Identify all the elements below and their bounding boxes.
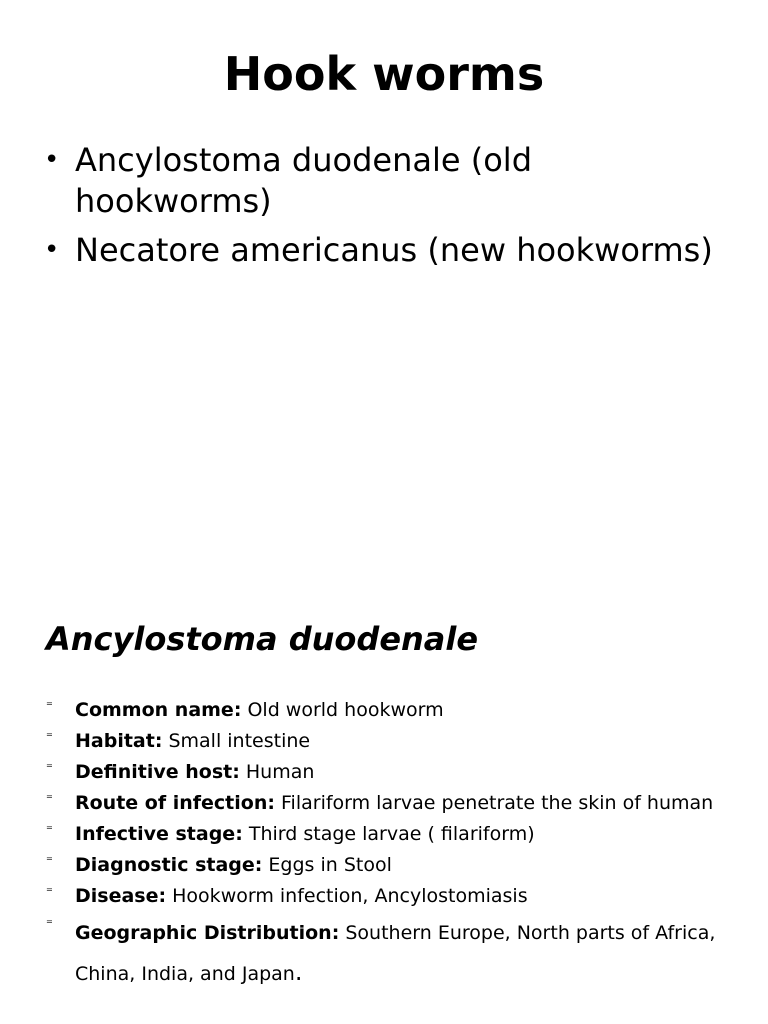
list-marker-icon: ⁼ bbox=[46, 792, 53, 807]
bullet-icon: • bbox=[44, 235, 60, 265]
fact-geographic-distribution bbox=[46, 914, 736, 994]
section-title: Ancylostoma duodenale bbox=[46, 620, 479, 658]
fact-route-of-infection bbox=[46, 790, 736, 816]
list-marker-icon: ⁼ bbox=[46, 761, 53, 776]
fact-value: Small intestine bbox=[162, 730, 311, 752]
fact-common-name bbox=[46, 697, 736, 723]
list-marker-icon: ⁼ bbox=[46, 854, 53, 869]
bullet-icon: • bbox=[44, 145, 60, 175]
fact-definitive-host bbox=[46, 759, 736, 785]
list-marker-icon: ⁼ bbox=[46, 885, 53, 900]
bullet-text: Ancylostoma duodenale (old hookworms) bbox=[75, 141, 532, 220]
slide-title: Hook worms bbox=[223, 47, 545, 101]
fact-label: Habitat: bbox=[75, 730, 163, 752]
fact-infective-stage bbox=[46, 821, 736, 847]
fact-value: Human bbox=[239, 761, 315, 783]
fact-label: Route of infection: bbox=[75, 792, 275, 814]
fact-value: Hookworm infection, Ancylostomiasis bbox=[166, 885, 528, 907]
fact-diagnostic-stage bbox=[46, 852, 736, 878]
list-marker-icon: ⁼ bbox=[46, 699, 53, 714]
fact-value: Filariform larvae penetrate the skin of human bbox=[274, 792, 714, 814]
fact-value: Old world hookworm bbox=[241, 699, 444, 721]
list-marker-icon: ⁼ bbox=[46, 917, 53, 932]
list-marker-icon: ⁼ bbox=[46, 823, 53, 838]
fact-trailing-period: . bbox=[294, 958, 303, 986]
fact-label: Disease: bbox=[75, 885, 167, 907]
fact-habitat bbox=[46, 728, 736, 754]
bullet-item bbox=[44, 230, 734, 271]
fact-value: Southern Europe, North parts of Africa, China, India, and Japan bbox=[75, 922, 716, 985]
fact-label: Infective stage: bbox=[75, 823, 243, 845]
fact-disease bbox=[46, 883, 736, 909]
fact-value: Eggs in Stool bbox=[262, 854, 392, 876]
fact-label: Common name: bbox=[75, 699, 242, 721]
bullet-text: Necatore americanus (new hookworms) bbox=[75, 231, 713, 269]
slide-ancylostoma-duodenale bbox=[0, 560, 768, 1024]
bullet-list bbox=[44, 140, 734, 279]
fact-value: Third stage larvae ( filariform) bbox=[242, 823, 535, 845]
fact-list bbox=[46, 697, 736, 999]
list-marker-icon: ⁼ bbox=[46, 730, 53, 745]
fact-label: Geographic Distribution: bbox=[75, 922, 340, 944]
bullet-item bbox=[44, 140, 734, 222]
fact-label: Diagnostic stage: bbox=[75, 854, 263, 876]
fact-label: Definitive host: bbox=[75, 761, 240, 783]
